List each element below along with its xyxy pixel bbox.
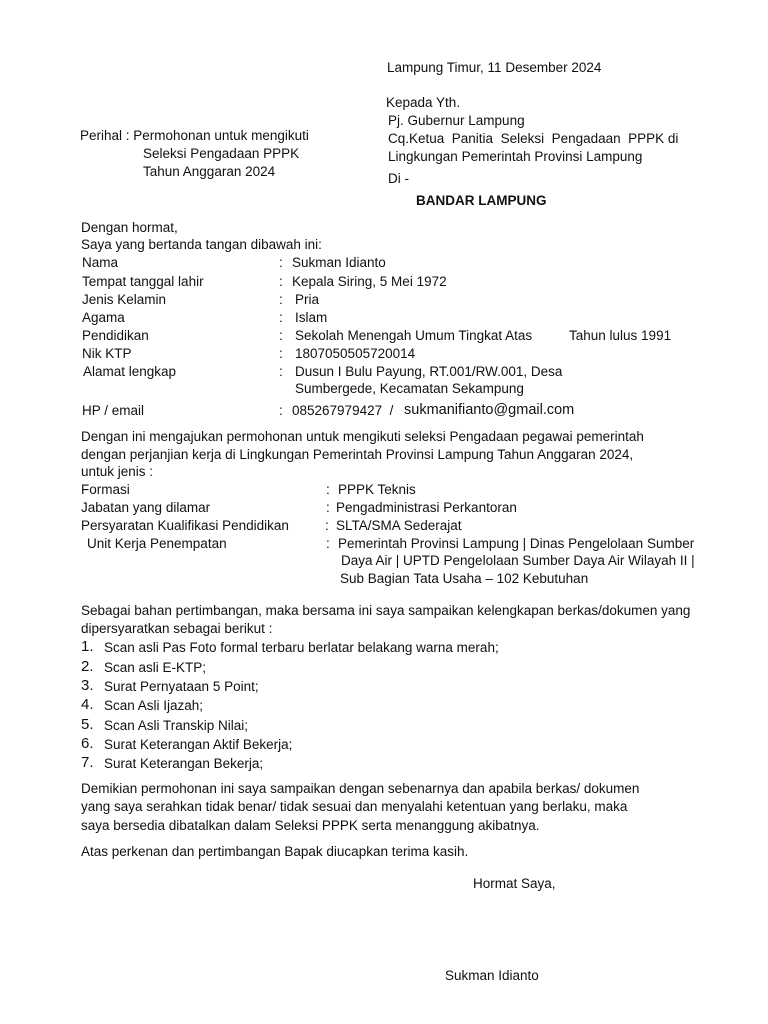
closing-line-1: Demikian permohonan ini saya sampaikan dengan sebenarnya dan apabila berkas/ dokumen [81, 781, 640, 796]
value-pendidikan: Sekolah Menengah Umum Tingkat Atas [295, 328, 533, 343]
value-formasi: PPPK Teknis [338, 482, 416, 497]
value-hp: 085267979427 / [292, 403, 394, 418]
list-item-number: 3. [81, 677, 94, 694]
colon: : [279, 364, 283, 379]
label-ttl: Tempat tanggal lahir [82, 274, 204, 289]
thanks-text: Atas perkenan dan pertimbangan Bapak diucapkan terima kasih. [81, 844, 469, 859]
application-line-2: dengan perjanjian kerja di Lingkungan Pemerintah Provinsi Lampung Tahun Anggaran 2024, [81, 447, 634, 462]
recipient-greeting: Kepada Yth. [386, 95, 461, 110]
consideration-line-1: Sebagai bahan pertimbangan, maka bersama ini saya sampaikan kelengkapan berkas/dokumen yang [81, 603, 691, 618]
opening-salutation: Dengan hormat, [81, 220, 178, 235]
value-email: sukmanifianto@gmail.com [404, 402, 575, 418]
value-jenis-kelamin: Pria [295, 292, 320, 307]
signoff: Hormat Saya, [473, 876, 556, 891]
application-line-3: untuk jenis : [81, 464, 154, 479]
consideration-line-2: dipersyaratkan sebagai berikut : [81, 621, 273, 636]
list-item: Surat Keterangan Bekerja; [104, 756, 264, 771]
value-unit-kerja-line-1: Pemerintah Provinsi Lampung | Dinas Pengelolaan Sumber [338, 536, 695, 551]
value-tahun-lulus: Tahun lulus 1991 [569, 328, 672, 343]
label-nama: Nama [82, 255, 119, 270]
closing-line-3: saya bersedia dibatalkan dalam Seleksi PPPK serta menanggung akibatnya. [81, 818, 540, 833]
colon: : [279, 346, 283, 361]
list-item: Scan asli Pas Foto formal terbaru berlatar belakang warna merah; [104, 640, 499, 655]
colon: : [325, 518, 329, 533]
signature-name: Sukman Idianto [445, 968, 539, 983]
label-unit-kerja: Unit Kerja Penempatan [87, 536, 227, 551]
value-alamat-line-1: Dusun I Bulu Payung, RT.001/RW.001, Desa [295, 364, 563, 379]
colon: : [326, 500, 330, 515]
value-nama: Sukman Idianto [292, 255, 386, 270]
colon: : [279, 255, 283, 270]
recipient-line-3: Lingkungan Pemerintah Provinsi Lampung [388, 149, 643, 164]
list-item: Surat Pernyataan 5 Point; [104, 679, 259, 694]
label-nik: Nik KTP [82, 346, 132, 361]
list-item: Scan Asli Transkip Nilai; [104, 718, 249, 733]
value-agama: Islam [295, 310, 328, 325]
application-line-1: Dengan ini mengajukan permohonan untuk mengikuti seleksi Pengadaan pegawai pemerintah [81, 429, 644, 444]
value-jabatan: Pengadministrasi Perkantoran [336, 500, 517, 515]
closing-line-2: yang saya serahkan tidak benar/ tidak sesuai dan menyalahi ketentuan yang berlaku, maka [81, 799, 628, 814]
intro-text: Saya yang bertanda tangan dibawah ini: [81, 237, 322, 252]
list-item-number: 1. [81, 638, 94, 655]
label-jabatan: Jabatan yang dilamar [81, 500, 211, 515]
list-item: Scan asli E-KTP; [104, 660, 207, 675]
list-item: Surat Keterangan Aktif Bekerja; [104, 737, 293, 752]
label-formasi: Formasi [81, 482, 130, 497]
colon: : [279, 403, 283, 418]
list-item-number: 4. [81, 696, 94, 713]
colon: : [279, 310, 283, 325]
value-ttl: Kepala Siring, 5 Mei 1972 [292, 274, 447, 289]
recipient-city: BANDAR LAMPUNG [416, 193, 547, 208]
list-item-number: 7. [81, 754, 94, 771]
colon: : [326, 482, 330, 497]
perihal-line-1: Perihal : Permohonan untuk mengikuti [80, 128, 309, 143]
perihal-line-2: Seleksi Pengadaan PPPK [143, 146, 300, 161]
list-item: Scan Asli Ijazah; [104, 698, 204, 713]
value-alamat-line-2: Sumbergede, Kecamatan Sekampung [295, 381, 524, 396]
label-kualifikasi: Persyaratan Kualifikasi Pendidikan [81, 518, 289, 533]
value-unit-kerja-line-2: Daya Air | UPTD Pengelolaan Sumber Daya Air Wilayah II | [341, 553, 695, 568]
recipient-di: Di - [388, 171, 409, 186]
label-agama: Agama [82, 310, 125, 325]
value-unit-kerja-line-3: Sub Bagian Tata Usaha – 102 Kebutuhan [340, 571, 589, 586]
label-alamat: Alamat lengkap [83, 364, 177, 379]
recipient-line-2: Cq.Ketua Panitia Seleksi Pengadaan PPPK di [388, 131, 679, 146]
value-kualifikasi: SLTA/SMA Sederajat [336, 518, 462, 533]
list-item-number: 6. [81, 735, 94, 752]
recipient-line-1: Pj. Gubernur Lampung [388, 113, 525, 128]
colon: : [326, 536, 330, 551]
colon: : [279, 274, 283, 289]
perihal-line-3: Tahun Anggaran 2024 [143, 164, 276, 179]
value-nik: 1807050505720014 [295, 346, 416, 361]
list-item-number: 2. [81, 658, 94, 675]
place-date: Lampung Timur, 11 Desember 2024 [387, 60, 602, 75]
colon: : [279, 292, 283, 307]
list-item-number: 5. [81, 716, 94, 733]
label-jenis-kelamin: Jenis Kelamin [82, 292, 167, 307]
colon: : [279, 328, 283, 343]
label-hp-email: HP / email [82, 403, 145, 418]
label-pendidikan: Pendidikan [82, 328, 149, 343]
